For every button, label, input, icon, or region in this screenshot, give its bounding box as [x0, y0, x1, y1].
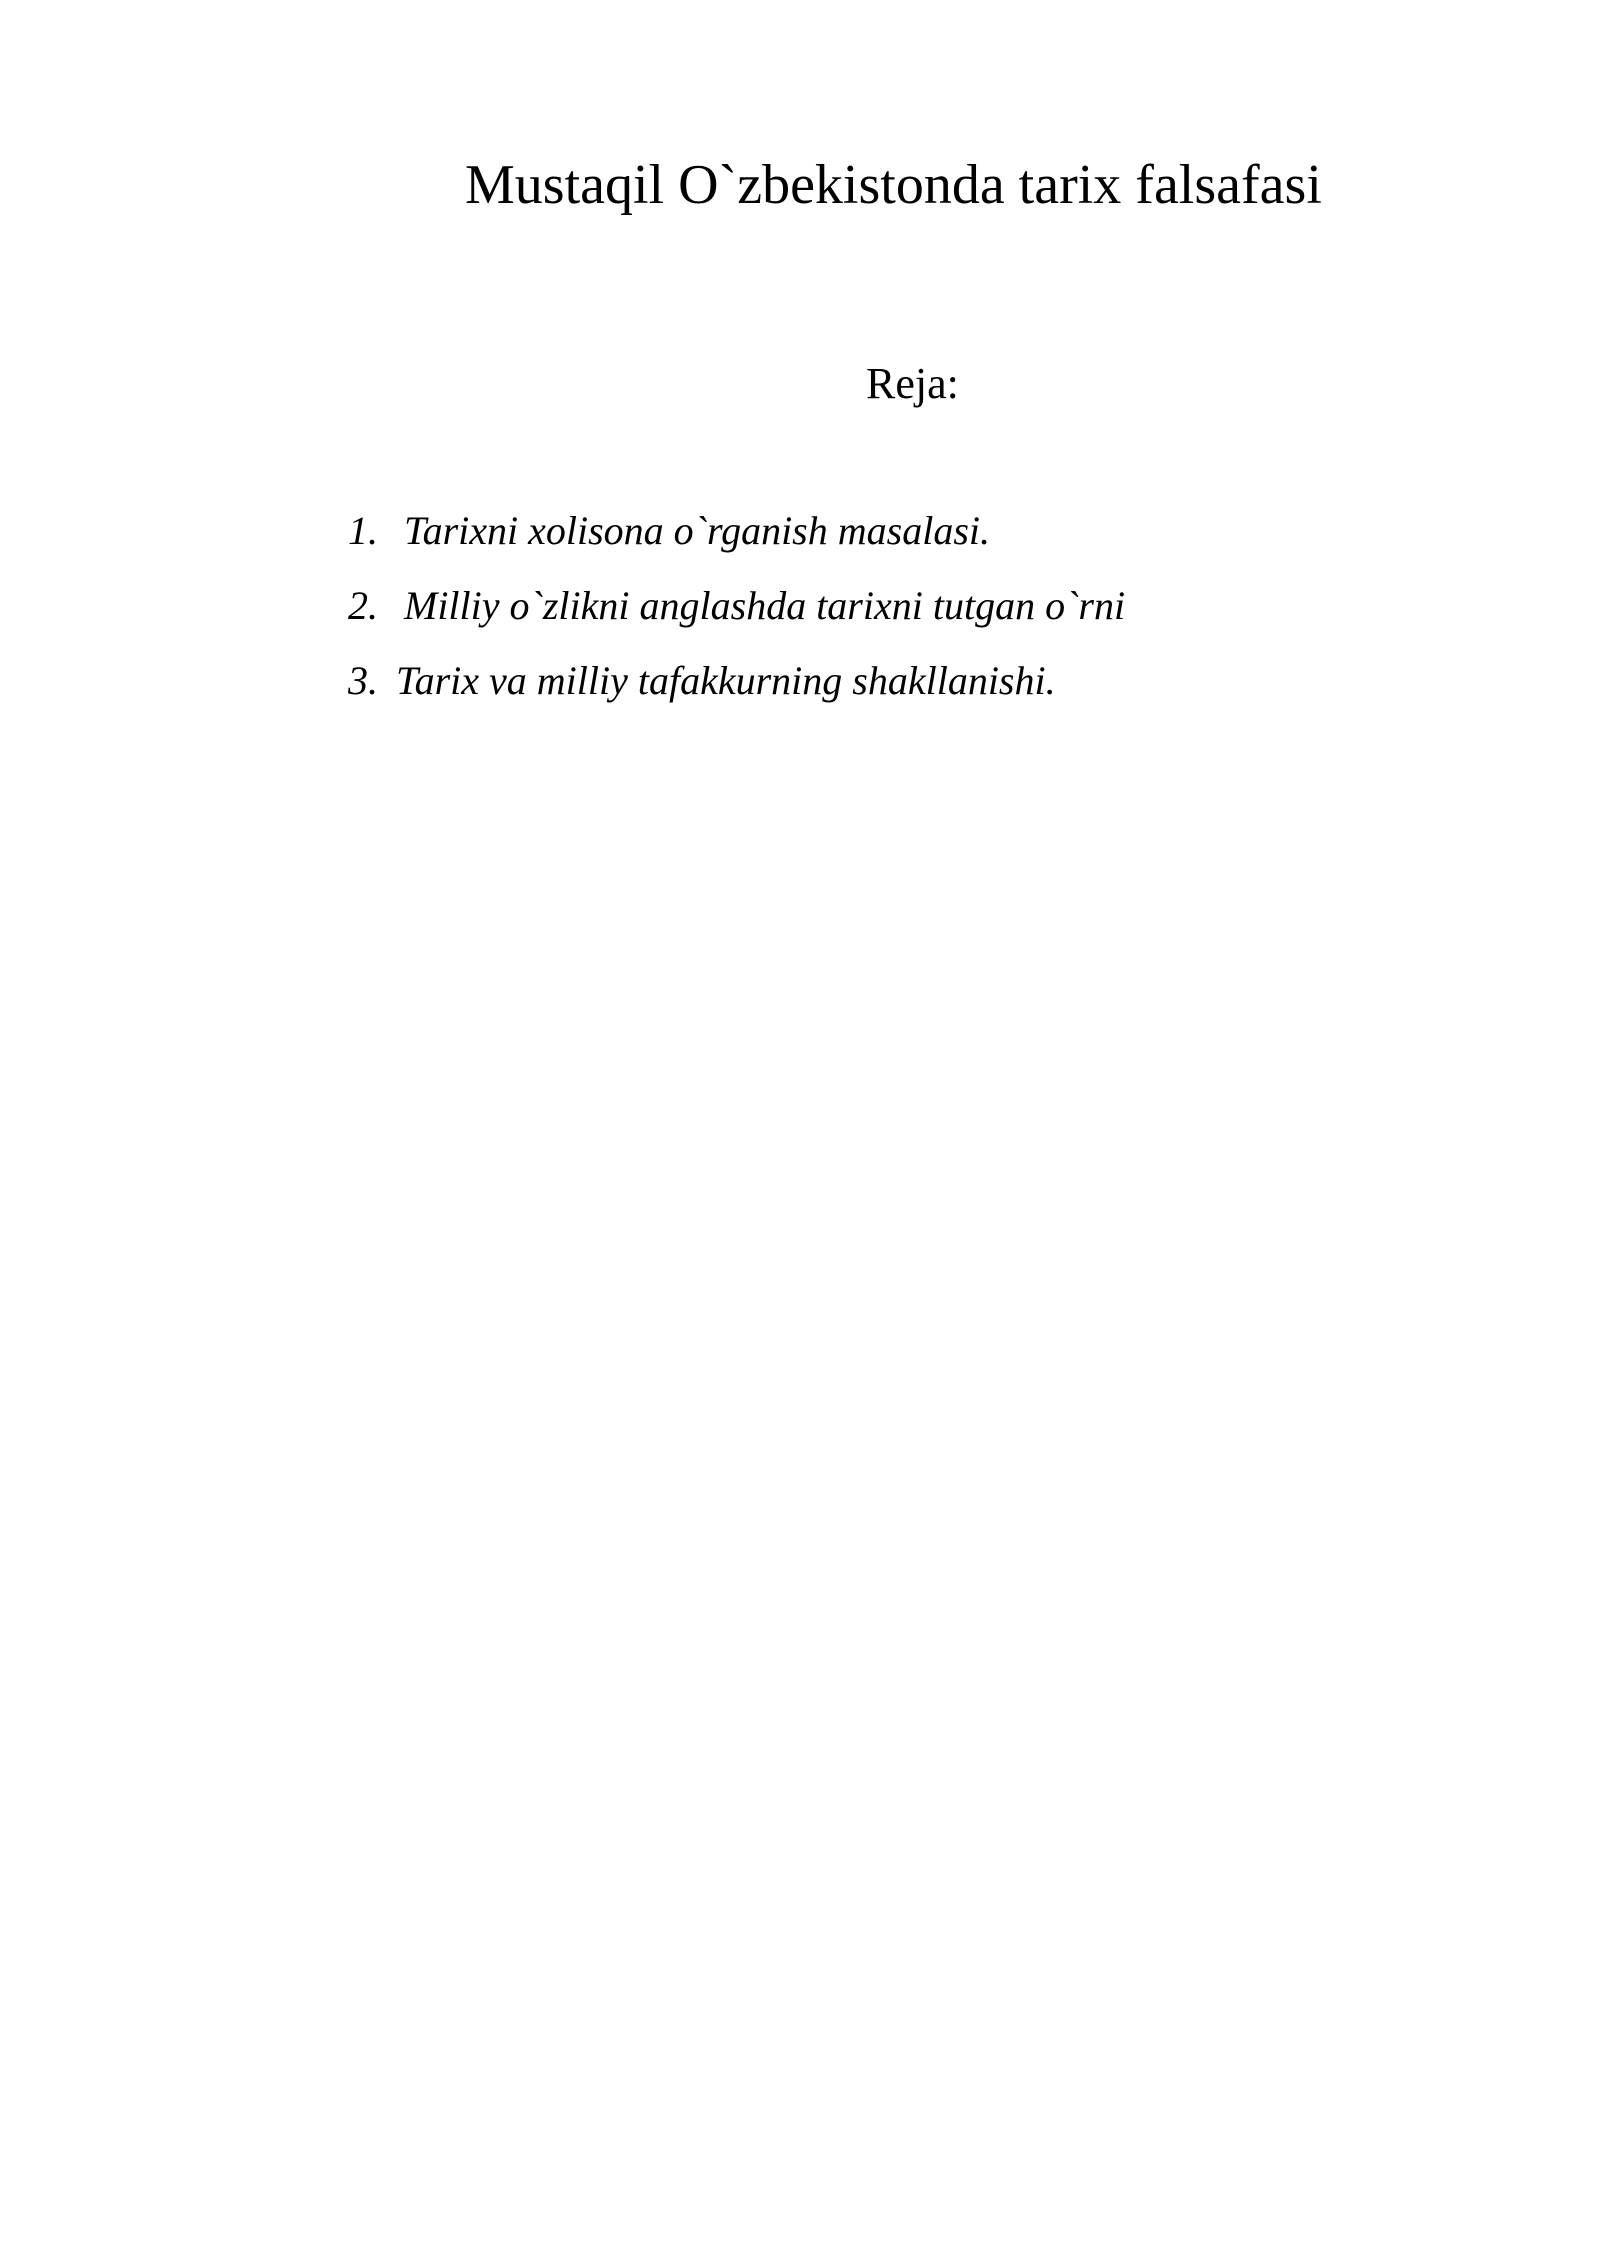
plan-item — [348, 573, 1125, 648]
plan-heading: Reja: — [866, 359, 959, 408]
plan-item — [348, 648, 1125, 723]
plan-item-text: Tarix va milliy tafakkurning shakllanishi. — [396, 658, 1056, 703]
document-title: Mustaqil O`zbekistonda tarix falsafasi — [465, 154, 1322, 216]
plan-item-number: 1. — [348, 508, 378, 553]
plan-item-text: Milliy o`zlikni anglashda tarixni tutgan o`rni — [404, 583, 1126, 628]
plan-item-text: Tarixni xolisona o`rganish masalasi. — [404, 508, 990, 553]
plan-list — [348, 498, 1125, 723]
plan-item-number: 2. — [348, 583, 378, 628]
plan-item-number: 3. — [348, 658, 378, 703]
plan-item — [348, 498, 1125, 573]
